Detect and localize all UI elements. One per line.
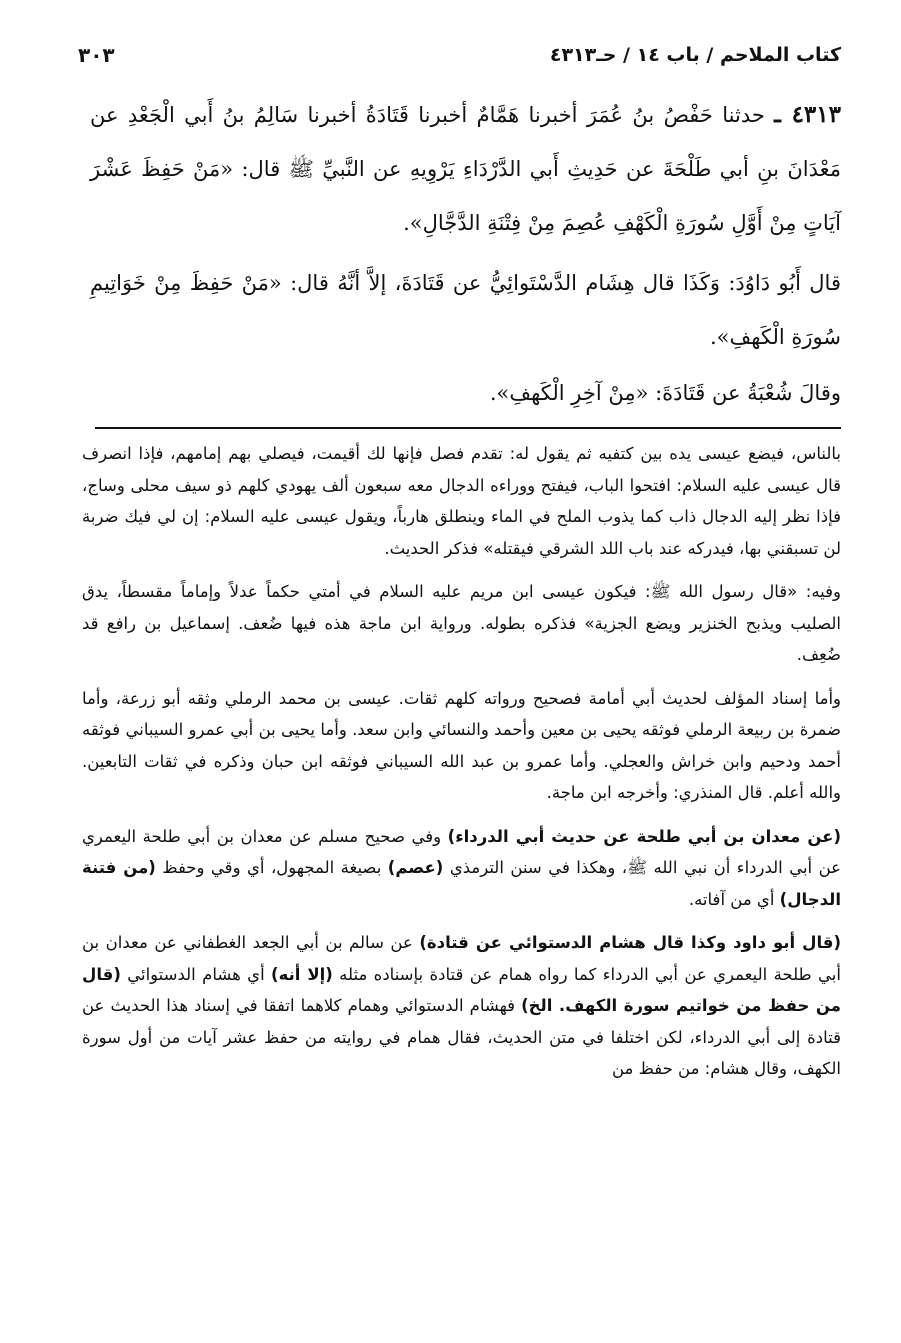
page-number: ٣٠٣ — [78, 43, 115, 67]
hadith-isnad-matn: حدثنا حَفْصُ بنُ عُمَرَ أخبرنا هَمَّامٌ أخبرنا قَتَادَةُ أخبرنا سَالِمُ بنُ أَبي الْجَعْدِ عن مَعْدَانَ بنِ أبي طَلْحَةَ عن حَدِيثِ أَبي الدَّرْدَاءِ يَرْوِيهِ عن النَّبيِّ ﷺ قال: «مَنْ حَفِظَ عَشْرَ آيَاتٍ مِنْ أَوَّلِ سُورَةِ الْكَهْفِ عُصِمَ مِنْ فِتْنَةِ الدَّجَّالِ». — [90, 103, 841, 235]
commentary-paragraph-5 — [82, 927, 841, 1085]
quoted-phrase: (عن معدان بن أبي طلحة عن حديث أبي الدرداء) — [447, 826, 841, 846]
commentary-paragraph-4 — [82, 821, 841, 916]
abu-dawud-note: قال أَبُو دَاوُدَ: وَكَذَا قال هِشَام الدَّسْتَوائِيُّ عن قَتَادَةَ، إلاَّ أنَّهُ قال: «مَنْ حَفِظَ مِنْ خَوَاتِيمِ سُورَةِ الْكَهفِ». — [90, 271, 841, 349]
shubah-note: وقالَ شُعْبَةُ عن قَتَادَةَ: «مِنْ آخِرِ الْكَهفِ». — [489, 381, 841, 405]
footnote-divider — [95, 427, 841, 429]
quoted-phrase: (قال من حفظ من خواتيم سورة الكهف. الخ) — [82, 964, 841, 1015]
page-header — [78, 38, 841, 72]
commentary-text: وفي صحيح مسلم عن معدان بن أبي طلحة اليعمري عن أبي الدرداء أن نبي الله ﷺ، وهكذا في سنن الترمذي — [82, 826, 841, 877]
hadith-text — [90, 88, 841, 420]
commentary-text: فهشام الدستوائي وهمام كلاهما اتفقا في إسناد هذا الحديث عن قتادة إلى أبي الدرداء، لكن اختلفا في متن الحديث، فقال همام في روايته من حفظ عشر آيات من أول سورة الكهف، وقال هشام: من حفظ من — [82, 996, 841, 1078]
quoted-phrase: (قال أبو داود وكذا قال هشام الدستوائي عن قتادة) — [419, 933, 841, 952]
running-title: كتاب الملاحم / باب ١٤ / حـ٤٣١٣ — [549, 44, 841, 66]
commentary-text: أي هشام الدستوائي — [120, 964, 272, 984]
commentary-paragraph-1: بالناس، فيضع عيسى يده بين كتفيه ثم يقول له: تقدم فصل فإنها لك أقيمت، فيصلي بهم إمامهم، فإذا انصرف قال عيسى عليه السلام: افتحوا الباب، فيفتح ووراءه الدجال معه سبعون ألف يهودي كلهم ذو سيف محلى وساج، فإذا نظر إليه الدجال ذاب كما يذوب الملح في الماء وينطلق هارباً، ويقول عيسى عليه السلام: إن لي فيك ضربة لن تسبقني بها، فيدركه عند باب اللد الشرقي فيقتله» فذكر الحديث. — [82, 444, 841, 558]
quoted-phrase: (عصم) — [387, 858, 444, 877]
commentary-text: أي من آفاته. — [688, 889, 780, 909]
commentary-text: عن سالم بن أبي الجعد الغطفاني عن معدان بن أبي طلحة اليعمري عن أبي الدرداء كما رواه همام عن قتادة بإسناده مثله — [82, 933, 841, 984]
quoted-phrase: (إلا أنه) — [271, 964, 333, 984]
commentary-paragraph-3: وأما إسناد المؤلف لحديث أبي أمامة فصحيح ورواته كلهم ثقات. عيسى بن محمد الرملي وثقه أبو زرعة، وأما ضمرة بن ربيعة الرملي فوثقه يحيى بن معين وأحمد والنسائي وابن سعد. وأما يحيى بن أبي عمرو السيباني فوثقه أحمد ودحيم وابن خراش والعجلي. وأما عمرو بن عبد الله السيباني فوثقه ابن حبان وذكره في ثقات التابعين. والله أعلم. قال المنذري: وأخرجه ابن ماجة. — [82, 688, 841, 802]
commentary-paragraph-2: وفيه: «قال رسول الله ﷺ: فيكون عيسى ابن مريم عليه السلام في أمتي حكماً عدلاً وإماماً مقسطاً، يدق الصليب ويذبح الخنزير ويضع الجزية» فذكره بطوله. ورواية ابن ماجة هذه فيها ضُعف. إسماعيل بن رافع قد ضُعِف. — [82, 582, 841, 664]
quoted-phrase: (من فتنة الدجال) — [82, 858, 841, 909]
commentary-section — [82, 438, 841, 1097]
commentary-text: بصيغة المجهول، أي وقي وحفظ — [155, 858, 388, 877]
hadith-number: ٤٣١٣ ـ — [774, 101, 841, 128]
hadith-paragraph — [90, 88, 841, 250]
